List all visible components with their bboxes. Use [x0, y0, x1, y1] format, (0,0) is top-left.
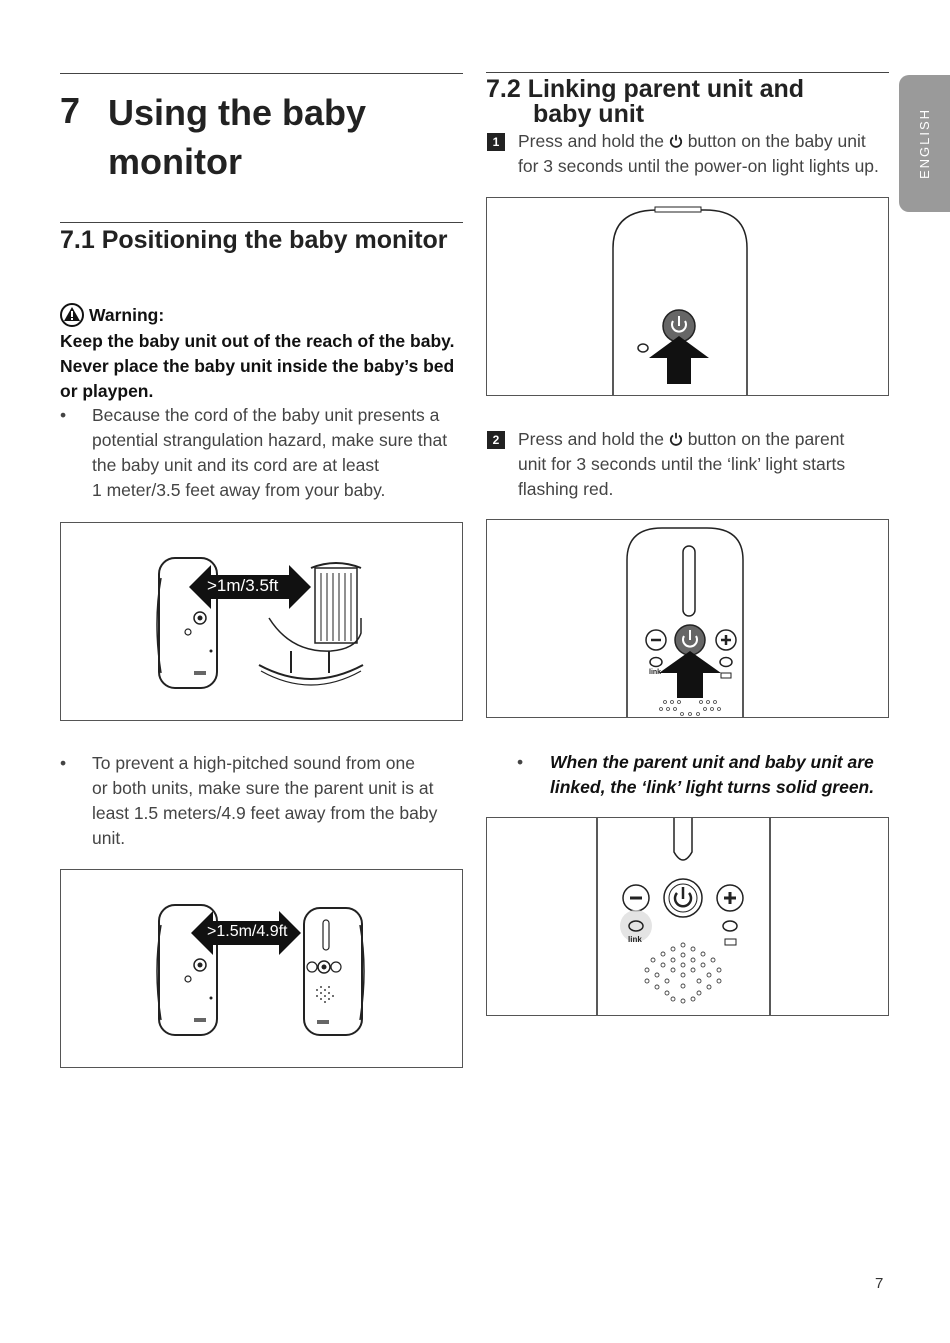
- bullet2-line4: unit.: [92, 828, 126, 848]
- section-71-title: 7.1 Positioning the baby monitor: [60, 226, 448, 254]
- language-tab: [899, 75, 950, 212]
- figure-parent-unit-power-button-drawing: [487, 520, 888, 717]
- bullet2-line3: least 1.5 meters/4.9 feet away from the baby: [92, 803, 438, 823]
- page-number: 7: [875, 1275, 884, 1292]
- power-icon: [669, 134, 683, 148]
- figure-baby-unit-power-button-drawing: [487, 198, 888, 395]
- figure-distance-label-1-5m: >1.5m/4.9ft: [207, 923, 288, 940]
- warning-icon: [60, 303, 86, 327]
- section-71-rule: [60, 222, 463, 223]
- bullet-marker: •: [517, 752, 524, 772]
- section-72-rule: [486, 72, 889, 73]
- bullet1-line2: potential strangulation hazard, make sure that: [92, 430, 448, 450]
- figure-parent-unit-distance: [60, 869, 463, 1068]
- bullet1-line1: Because the cord of the baby unit presents a: [92, 405, 440, 425]
- figure-baby-unit-distance: [60, 522, 463, 721]
- figure-baby-unit-power-button: [486, 197, 889, 396]
- figure-parent-unit-power-button: [486, 519, 889, 718]
- bullet-marker: •: [60, 753, 67, 773]
- bullet1-line4: 1 meter/3.5 feet away from your baby.: [92, 480, 386, 500]
- step1-text-b: button on the baby unit: [687, 131, 866, 151]
- bullet2-line2: or both units, make sure the parent unit is at: [92, 778, 434, 798]
- figure-baby-unit-distance-drawing: [61, 523, 462, 720]
- power-icon: [669, 432, 683, 446]
- step2-number: 2: [487, 431, 505, 449]
- section-72-title-line2: baby unit: [533, 100, 645, 128]
- chapter-title-line1: Using the baby: [108, 92, 367, 133]
- link-label: link: [628, 935, 642, 944]
- step1-line1: [518, 129, 866, 154]
- language-tab-label: ENGLISH: [917, 107, 932, 180]
- warning-label: Warning:: [89, 305, 165, 325]
- result-line1: When the parent unit and baby unit are: [550, 752, 874, 772]
- result-line2: linked, the ‘link’ light turns solid green.: [550, 777, 875, 797]
- section-72-title-line1: 7.2 Linking parent unit and: [486, 75, 805, 103]
- step1-text-a: Press and hold the: [518, 131, 664, 151]
- link-label: link: [649, 669, 662, 676]
- chapter-rule: [60, 73, 463, 74]
- step2-text-a: Press and hold the: [518, 429, 664, 449]
- figure-distance-label-1m: >1m/3.5ft: [207, 576, 279, 595]
- bullet1-line3: the baby unit and its cord are at least: [92, 455, 379, 475]
- step2-line2: unit for 3 seconds until the ‘link’ light starts: [518, 454, 846, 474]
- step1-line2: for 3 seconds until the power-on light lights up.: [518, 156, 879, 176]
- chapter-title-line2: monitor: [108, 141, 242, 182]
- bullet2-line1: To prevent a high-pitched sound from one: [92, 753, 415, 773]
- step2-line1: [518, 427, 844, 452]
- bullet-marker: •: [60, 405, 67, 425]
- figure-parent-unit-distance-drawing: [61, 870, 462, 1067]
- warning-text-line2: Never place the baby unit inside the baby’s bed: [60, 356, 455, 376]
- step1-number: 1: [487, 133, 505, 151]
- warning-text-line3: or playpen.: [60, 381, 154, 401]
- step2-line3: flashing red.: [518, 479, 614, 499]
- figure-link-light-solid-drawing: [487, 818, 888, 1015]
- chapter-number: 7: [60, 90, 81, 131]
- figure-link-light-solid: [486, 817, 889, 1016]
- warning-text-line1: Keep the baby unit out of the reach of the baby.: [60, 331, 455, 351]
- step2-text-b: button on the parent: [687, 429, 845, 449]
